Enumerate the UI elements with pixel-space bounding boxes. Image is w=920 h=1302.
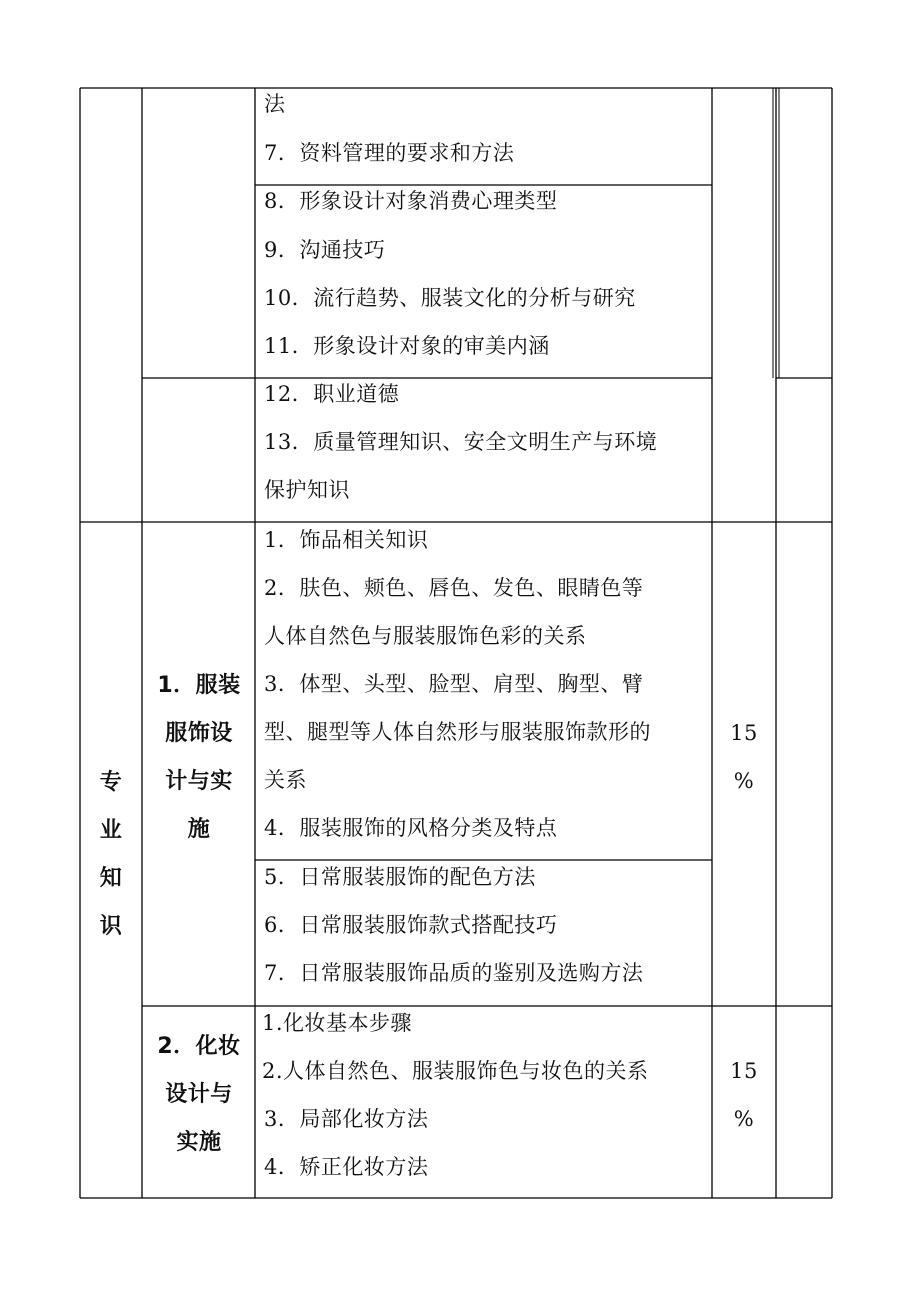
category-char: 识 [99, 914, 123, 939]
text-line: 7．资料管理的要求和方法 [264, 141, 515, 165]
module-title-line: 施 [187, 817, 211, 842]
text-line: 3．局部化妆方法 [264, 1107, 429, 1131]
module-title-line: 服饰设 [165, 721, 233, 746]
text-line: 2．肤色、颊色、唇色、发色、眼睛色等 [264, 576, 644, 600]
text-line: 保护知识 [264, 478, 350, 502]
text-line: 1.化妆基本步骤 [262, 1011, 413, 1035]
category-char: 专 [99, 770, 123, 795]
text-line: 法 [264, 92, 286, 116]
text-line: 6．日常服装服饰款式搭配技巧 [264, 913, 558, 937]
weight-value: 15 [730, 721, 758, 745]
text-line: 9．沟通技巧 [264, 238, 386, 262]
module-title-line: 计与实 [165, 769, 233, 794]
weight-unit: % [733, 1107, 755, 1131]
weight-value: 15 [730, 1059, 758, 1083]
text-line: 8．形象设计对象消费心理类型 [264, 189, 558, 213]
text-line: 2.人体自然色、服装服饰色与妆色的关系 [262, 1059, 649, 1083]
text-line: 人体自然色与服装服饰色彩的关系 [264, 624, 587, 648]
text-line: 关系 [264, 768, 307, 792]
text-line: 4．矫正化妆方法 [264, 1155, 429, 1179]
module-title-line: 2．化妆 [157, 1034, 241, 1059]
module-title-line: 1．服装 [157, 673, 241, 698]
text-line: 12．职业道德 [264, 382, 400, 406]
text-line: 3．体型、头型、脸型、肩型、胸型、臂 [264, 672, 644, 696]
text-line: 4．服装服饰的风格分类及特点 [264, 816, 558, 840]
category-char: 知 [99, 866, 123, 891]
text-line: 11．形象设计对象的审美内涵 [264, 334, 550, 358]
module-title-line: 实施 [176, 1130, 222, 1155]
text-line: 10．流行趋势、服装文化的分析与研究 [264, 286, 636, 310]
text-line: 7．日常服装服饰品质的鉴别及选购方法 [264, 961, 644, 985]
module-title-line: 设计与 [165, 1082, 233, 1107]
text-line: 型、腿型等人体自然形与服装服饰款形的 [264, 720, 651, 744]
text-line: 13．质量管理知识、安全文明生产与环境 [264, 430, 658, 454]
text-line: 5．日常服装服饰的配色方法 [264, 865, 536, 889]
text-line: 1．饰品相关知识 [264, 528, 429, 552]
category-char: 业 [99, 818, 123, 843]
weight-unit: % [733, 769, 755, 793]
